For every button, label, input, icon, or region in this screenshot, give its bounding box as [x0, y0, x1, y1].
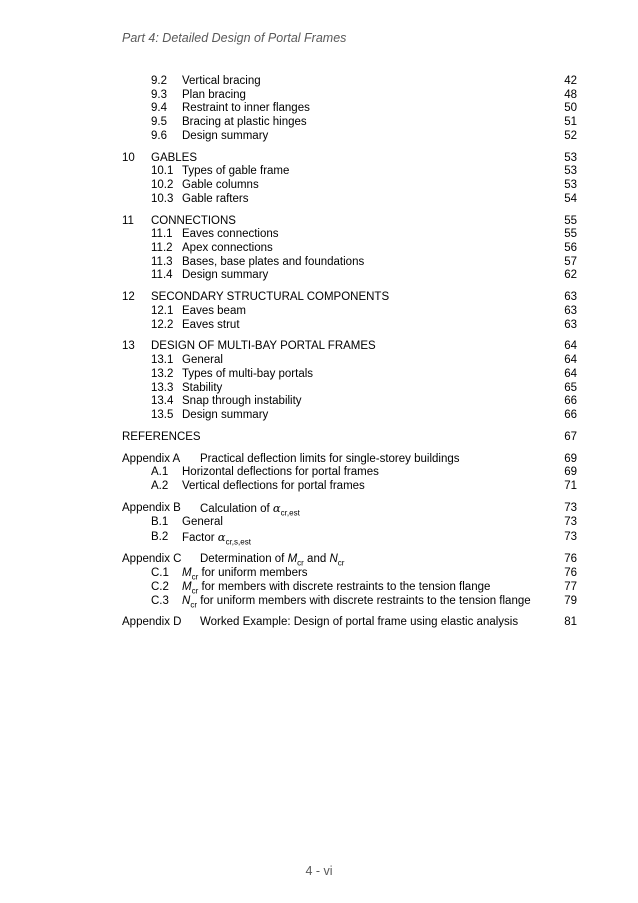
toc-title: Types of multi-bay portals [182, 367, 314, 380]
toc-chapter-12[interactable] [0, 291, 638, 305]
toc-number: 13.1 [151, 354, 174, 367]
toc-page: 67 [564, 430, 577, 443]
toc-title: Design summary [182, 269, 269, 282]
toc-page: 66 [564, 395, 577, 408]
toc-page: 51 [564, 116, 577, 129]
title-text: Factor [182, 532, 215, 545]
toc-title: Eaves strut [182, 318, 240, 331]
toc-title: Gable columns [182, 179, 259, 191]
toc-number: 13.4 [151, 395, 174, 408]
toc-number: 11.1 [151, 228, 173, 241]
toc-title: Stability [182, 381, 223, 394]
toc-title: Horizontal deflections for portal frames [182, 466, 379, 479]
chapter-number: 11 [122, 214, 134, 227]
toc-number: 11.2 [151, 241, 173, 254]
spacer [0, 423, 638, 431]
toc-entry-a-1[interactable] [0, 466, 638, 480]
toc-page: 50 [564, 102, 577, 115]
toc-number: 10.1 [151, 165, 174, 178]
appendix-label: Appendix A [122, 452, 181, 465]
toc-page: 63 [564, 318, 577, 331]
toc-page: 64 [564, 340, 577, 353]
toc-number: 9.5 [151, 116, 167, 129]
n-symbol: N [182, 594, 191, 607]
toc-page: 42 [564, 75, 577, 87]
toc-title: Gable rafters [182, 192, 249, 205]
spacer [0, 608, 638, 616]
toc-page: 73 [564, 515, 577, 528]
toc-page: 64 [564, 367, 577, 380]
toc-entry-c-2[interactable] [0, 581, 638, 595]
toc-number: 13.2 [151, 367, 174, 380]
toc-page: 73 [564, 531, 577, 544]
toc-number: 13.3 [151, 381, 174, 394]
toc-page: 54 [564, 192, 577, 205]
toc-entry-11-4[interactable] [0, 269, 638, 283]
toc-title: General [182, 354, 223, 367]
title-text: for members with discrete restraints to the tension flange [201, 580, 491, 593]
toc-title: Snap through instability [182, 395, 302, 408]
chapter-title: CONNECTIONS [151, 214, 236, 227]
toc-entry-9-6[interactable] [0, 130, 638, 144]
toc-title: Types of gable frame [182, 165, 290, 178]
toc-number: 10.3 [151, 192, 174, 205]
appendix-label: Appendix B [122, 501, 181, 514]
toc-page: 76 [564, 553, 577, 566]
toc-number: 9.4 [151, 102, 167, 115]
chapter-number: 12 [122, 291, 135, 304]
toc-entry-9-4[interactable] [0, 102, 638, 116]
appendix-title: Practical deflection limits for single-storey buildings [200, 452, 460, 465]
toc-entry-a-2[interactable] [0, 480, 638, 494]
toc-page: 81 [564, 616, 577, 629]
toc-page: 53 [564, 151, 577, 164]
toc-chapter-13[interactable] [0, 340, 638, 354]
toc-number: C.2 [151, 580, 169, 593]
toc-number: 9.3 [151, 88, 167, 101]
toc-title [182, 581, 490, 595]
toc-entry-9-2[interactable] [0, 75, 638, 89]
toc-entry-b-2[interactable] [0, 529, 638, 545]
toc-page: 55 [564, 214, 577, 227]
m-symbol: M [182, 567, 192, 580]
toc-entry-13-5[interactable] [0, 409, 638, 423]
toc-entry-c-1[interactable] [0, 567, 638, 581]
toc-entry-b-1[interactable] [0, 516, 638, 530]
toc-page: 53 [564, 165, 577, 178]
toc-title: Vertical deflections for portal frames [182, 480, 365, 492]
toc-title: Bracing at plastic hinges [182, 116, 307, 129]
toc-page: 65 [564, 381, 577, 394]
alpha-symbol: α [217, 530, 226, 545]
n-symbol: N [329, 553, 338, 566]
toc-appendix-c[interactable] [0, 553, 638, 567]
toc-entry-11-3[interactable] [0, 256, 638, 270]
toc-chapter-10[interactable] [0, 152, 638, 166]
toc-page: 71 [564, 480, 577, 492]
toc-number: B.2 [151, 531, 169, 544]
toc-number: 10.2 [151, 179, 174, 191]
appendix-label: Appendix C [122, 553, 182, 566]
spacer [0, 444, 638, 452]
toc-entry-11-1[interactable] [0, 228, 638, 242]
toc-page: 53 [564, 179, 577, 191]
toc-number: 12.1 [151, 304, 174, 317]
toc-page: 56 [564, 241, 577, 254]
toc-title: Bases, base plates and foundations [182, 255, 365, 268]
toc-entry-c-3[interactable] [0, 595, 638, 609]
toc-title [182, 595, 531, 609]
chapter-number: 13 [122, 340, 135, 353]
toc-page: 55 [564, 228, 577, 241]
toc-number: 11.4 [151, 269, 173, 282]
spacer [0, 545, 638, 553]
spacer [0, 206, 638, 214]
subscript: cr [191, 586, 199, 596]
subscript: cr,s,est [225, 537, 251, 547]
spacer [0, 143, 638, 151]
toc-title: Vertical bracing [182, 75, 261, 87]
subscript: cr [297, 558, 304, 568]
toc-number: C.3 [151, 594, 169, 607]
toc-page: 57 [564, 255, 577, 268]
appendix-title [200, 553, 344, 567]
toc-page: 63 [564, 304, 577, 317]
subscript: cr [190, 599, 197, 609]
toc-number: 9.6 [151, 129, 167, 142]
toc-page: 73 [564, 501, 577, 514]
spacer [0, 332, 638, 340]
toc-page: 52 [564, 129, 577, 142]
toc-number: B.1 [151, 515, 169, 528]
toc-title: Eaves connections [182, 228, 279, 241]
toc-entry-10-3[interactable] [0, 193, 638, 207]
toc-page: 76 [564, 567, 577, 580]
title-text: Calculation of [200, 502, 270, 515]
chapter-title: SECONDARY STRUCTURAL COMPONENTS [151, 291, 390, 304]
toc-title: Design summary [182, 408, 269, 421]
joiner-text: and [307, 553, 327, 566]
toc-page: 64 [564, 354, 577, 367]
toc-page: 77 [564, 580, 577, 593]
toc-entry-10-1[interactable] [0, 165, 638, 179]
subscript: cr [337, 558, 345, 568]
subscript: cr,est [280, 508, 300, 518]
chapter-title: GABLES [151, 151, 198, 164]
appendix-title: Worked Example: Design of portal frame using elastic analysis [200, 616, 519, 629]
toc-title: Eaves beam [182, 304, 246, 317]
toc-entry-12-1[interactable] [0, 305, 638, 319]
table-of-contents [0, 75, 638, 630]
toc-entry-9-5[interactable] [0, 116, 638, 130]
toc-number: A.1 [151, 466, 169, 479]
toc-title: Design summary [182, 129, 269, 142]
toc-title: Plan bracing [182, 88, 246, 101]
spacer [0, 283, 638, 291]
toc-entry-13-4[interactable] [0, 395, 638, 409]
toc-appendix-d[interactable] [0, 616, 638, 630]
chapter-number: 10 [122, 151, 135, 164]
toc-page: 63 [564, 291, 577, 304]
toc-appendix-b[interactable] [0, 502, 638, 516]
toc-number: 11.3 [151, 255, 173, 268]
title-text: for uniform members [201, 567, 308, 580]
alpha-symbol: α [272, 500, 281, 515]
toc-number: 9.2 [151, 75, 167, 87]
toc-page: 48 [564, 88, 577, 101]
toc-entry-10-2[interactable] [0, 179, 638, 193]
toc-page: 79 [564, 594, 577, 607]
toc-appendix-a[interactable] [0, 453, 638, 467]
m-symbol: M [182, 580, 192, 593]
toc-number: C.1 [151, 567, 169, 580]
toc-entry-9-3[interactable] [0, 89, 638, 103]
toc-entry-12-2[interactable] [0, 319, 638, 333]
references-title: REFERENCES [122, 430, 201, 443]
toc-page: 69 [564, 466, 577, 479]
page-footer-number: 4 - vi [305, 864, 333, 878]
toc-title [182, 567, 308, 581]
toc-number: A.2 [151, 480, 169, 492]
toc-chapter-11[interactable] [0, 215, 638, 229]
toc-number: 12.2 [151, 318, 174, 331]
chapter-title: DESIGN OF MULTI-BAY PORTAL FRAMES [151, 340, 376, 353]
toc-title: Apex connections [182, 241, 273, 254]
toc-entry-13-2[interactable] [0, 368, 638, 382]
toc-entry-13-3[interactable] [0, 382, 638, 396]
toc-title: Restraint to inner flanges [182, 102, 310, 115]
toc-entry-11-2[interactable] [0, 242, 638, 256]
toc-number: 13.5 [151, 408, 174, 421]
m-symbol: M [287, 553, 298, 566]
toc-references[interactable] [0, 431, 638, 445]
subscript: cr [191, 572, 199, 582]
toc-page: 62 [564, 269, 577, 282]
appendix-label: Appendix D [122, 616, 182, 629]
title-text: for uniform members with discrete restraints to the tension flange [200, 594, 531, 607]
title-text: Determination of [200, 553, 285, 566]
appendix-title [200, 502, 300, 517]
toc-page: 66 [564, 408, 577, 421]
running-header: Part 4: Detailed Design of Portal Frames [122, 31, 347, 45]
spacer [0, 494, 638, 502]
toc-page: 69 [564, 452, 577, 465]
toc-title: General [182, 515, 223, 528]
toc-title [182, 529, 251, 546]
toc-entry-13-1[interactable] [0, 354, 638, 368]
